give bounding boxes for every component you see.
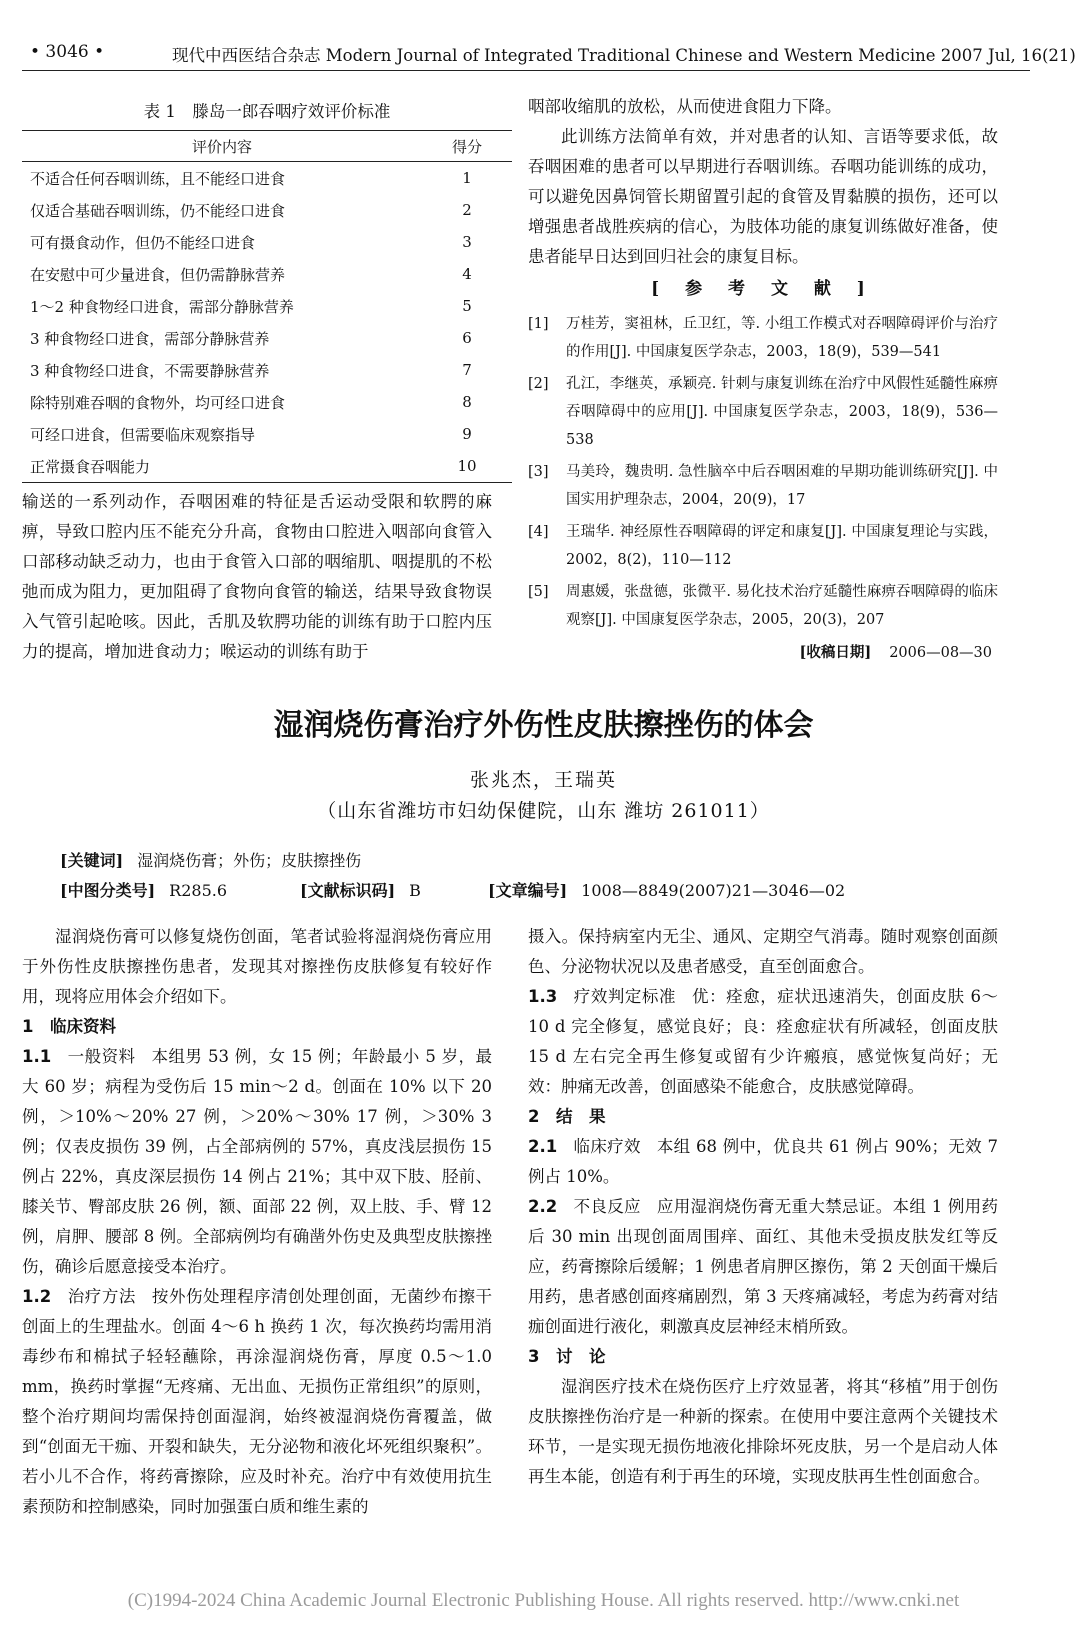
table-row <box>22 386 512 418</box>
reference-item <box>528 310 998 366</box>
table-cell-content: 在安慰中可少量进食，但仍需静脉营养 <box>30 265 286 284</box>
reference-number: [5] <box>528 584 549 600</box>
reference-text: 王瑞华. 神经原性吞咽障碍的评定和康复[J]. 中国康复理论与实践，2002，8(2)，110—112 <box>566 524 998 568</box>
running-header <box>22 40 1076 71</box>
table-cell-score: 5 <box>462 297 472 315</box>
received-date: [收稿日期] 2006—08—30 <box>799 644 992 661</box>
page-number: • 3046 • <box>30 42 105 62</box>
table-header-score: 得分 <box>422 131 512 162</box>
table-cell-score: 10 <box>422 450 512 483</box>
table-cell-content: 正常摄食吞咽能力 <box>22 450 422 483</box>
copyright-watermark: (C)1994-2024 China Academic Journal Electronic Publishing House. All rights reserved. http://www.cnki.net <box>127 1590 960 1611</box>
table-cell-content: 3 种食物经口进食，需部分静脉营养 <box>30 329 270 348</box>
table-cell-content: 不适合任何吞咽训练，且不能经口进食 <box>30 169 286 188</box>
section-3-title: 3 讨 论 <box>528 1347 606 1366</box>
table-cell-score: 7 <box>462 361 472 379</box>
prev-article-paragraph-cont: 咽部收缩肌的放松，从而使进食阻力下降。 <box>528 97 842 116</box>
evaluation-table <box>22 130 512 483</box>
section-1-3: 1.3 疗效判定标准 优：痊愈，症状迅速消失，创面皮肤 6～10 d 完全修复，感觉良好；良：痊愈症状有所减轻，创面皮肤 15 d 左右完全再生修复或留有少许瘢痕，感觉恢复尚好；无效：肿痛无改善，创面感染不能愈合，皮肤感觉障碍。 <box>528 987 999 1096</box>
table-row <box>22 226 512 258</box>
section-2-title: 2 结 果 <box>528 1107 606 1126</box>
article-right-column <box>528 922 998 1492</box>
clc-number: [中图分类号] R285.6 <box>60 881 228 900</box>
prev-article-paragraph: 此训练方法简单有效，并对患者的认知、言语等要求低，故吞咽困难的患者可以早期进行吞咽训练。吞咽功能训练的成功，可以避免因鼻饲管长期留置引起的食管及胃黏膜的损伤，还可以增强患者战胜疾病的信心，为肢体功能的康复训练做好准备，使患者能早日达到回归社会的康复目标。 <box>528 127 998 266</box>
reference-text: 马美玲，魏贵明. 急性脑卒中后吞咽困难的早期功能训练研究[J]. 中国实用护理杂志，2004，20(9)，17 <box>566 464 998 508</box>
reference-number: [3] <box>528 464 549 480</box>
article-authors: 张兆杰，王瑞英 <box>469 769 617 791</box>
table-row <box>22 322 512 354</box>
table-row <box>22 194 512 226</box>
table-cell-score: 6 <box>462 329 472 347</box>
table-cell-score: 4 <box>462 265 472 283</box>
table-cell-score: 8 <box>462 393 472 411</box>
section-2-1: 2.1 临床疗效 本组 68 例中，优良共 61 例占 90%；无效 7 例占 10%。 <box>528 1137 998 1186</box>
article-title: 湿润烧伤膏治疗外伤性皮肤擦挫伤的体会 <box>273 708 814 743</box>
prev-article-left-column <box>22 487 492 667</box>
references-title: [ 参 考 文 献 ] <box>651 279 875 299</box>
table-cell-content: 3 种食物经口进食，不需要静脉营养 <box>30 361 270 380</box>
table-header-content: 评价内容 <box>22 131 422 162</box>
intro-paragraph: 湿润烧伤膏可以修复烧伤创面，笔者试验将湿润烧伤膏应用于外伤性皮肤擦挫伤患者，发现其对擦挫伤皮肤修复有较好作用，现将应用体会介绍如下。 <box>22 927 492 1006</box>
journal-title: 现代中西医结合杂志 Modern Journal of Integrated Traditional Chinese and Western Medicine 2007 Jul, 16(21) <box>172 46 1076 65</box>
prev-article-right-column <box>528 92 998 668</box>
keywords-line: [关键词] 湿润烧伤膏；外伤；皮肤擦挫伤 <box>60 851 362 870</box>
reference-text: 万桂芳，窦祖林，丘卫红，等. 小组工作模式对吞咽障碍评价与治疗的作用[J]. 中国康复医学杂志，2003，18(9)，539—541 <box>566 316 998 360</box>
table-cell-content: 除特别难吞咽的食物外，均可经口进食 <box>30 393 286 412</box>
article-affiliation: （山东省潍坊市妇幼保健院，山东 潍坊 261011） <box>317 800 770 822</box>
reference-item <box>528 518 998 574</box>
reference-number: [2] <box>528 376 549 392</box>
table-row <box>22 290 512 322</box>
paragraph-continuation: 摄入。保持病室内无尘、通风、定期空气消毒。随时观察创面颜色、分泌物状况以及患者感受，直至创面愈合。 <box>528 927 998 976</box>
section-1-1: 1.1 一般资料 本组男 53 例，女 15 例；年龄最小 5 岁，最大 60 岁；病程为受伤后 15 min～2 d。创面在 10% 以下 20 例，＞10%～20% 27 例，＞20%～30% 17 例，＞30% 3 例；仅表皮损伤 39 例，占全部病例的 57%，真皮浅层损伤 15 例占 22%，真皮深层损伤 14 例占 21%；其中双下肢、胫前、膝关节、臀部皮肤 26 例，额、面部 22 例，双上肢、手、臂 12 例，肩胛、腰部 8 例。全部病例均有确凿外伤史及典型皮肤擦挫伤，确诊后愿意接受本治疗。 <box>22 1047 492 1276</box>
table-cell-content: 可经口进食，但需要临床观察指导 <box>30 425 256 444</box>
section-3-paragraph: 湿润医疗技术在烧伤医疗上疗效显著，将其“移植”用于创伤皮肤擦挫伤治疗是一种新的探索。在使用中要注意两个关键技术环节，一是实现无损伤地液化排除坏死皮肤，另一个是启动人体再生本能，创造有利于再生的环境，实现皮肤再生性创面愈合。 <box>528 1377 998 1486</box>
table-row <box>22 418 512 450</box>
reference-item <box>528 458 998 514</box>
table-cell-score: 3 <box>462 233 472 251</box>
article-number: [文章编号] 1008—8849(2007)21—3046—02 <box>488 881 846 900</box>
table-row <box>22 258 512 290</box>
reference-number: [4] <box>528 524 549 540</box>
section-1-title: 1 临床资料 <box>22 1017 116 1036</box>
reference-number: [1] <box>528 316 549 332</box>
article-left-column <box>22 922 492 1522</box>
table-row <box>22 162 512 195</box>
section-2-2: 2.2 不良反应 应用湿润烧伤膏无重大禁忌证。本组 1 例用药后 30 min 出现创面周围痒、面红、其他未受损皮肤发红等反应，药膏擦除后缓解；1 例患者肩胛区擦伤，第 2 天创面干燥后用药，患者感创面疼痛剧烈，第 3 天疼痛减轻，考虑为药膏对结痂创面进行液化，刺激真皮层神经末梢所致。 <box>528 1197 998 1336</box>
reference-text: 周惠媛，张盘德，张微平. 易化技术治疗延髓性麻痹吞咽障碍的临床观察[J]. 中国康复医学杂志，2005，20(3)，207 <box>566 584 998 628</box>
prev-article-paragraph: 输送的一系列动作，吞咽困难的特征是舌运动受限和软腭的麻痹，导致口腔内压不能充分升高，食物由口腔进入咽部向食管入口部移动缺乏动力，也由于食管入口部的咽缩肌、咽提肌的不松弛而成为阻力，更加阻碍了食物向食管的输送，结果导致食物误入气管引起呛咳。因此，舌肌及软腭功能的训练有助于口腔内压力的提高，增加进食动力；喉运动的训练有助于 <box>22 492 492 661</box>
table-cell-score: 9 <box>462 425 472 443</box>
reference-text: 孔江，李继英，承颖亮. 针刺与康复训练在治疗中风假性延髓性麻痹吞咽障碍中的应用[J]. 中国康复医学杂志，2003，18(9)，536—538 <box>566 376 998 448</box>
table-caption: 表 1 滕岛一郎吞咽疗效评价标准 <box>143 102 391 121</box>
table-row <box>22 450 512 483</box>
reference-list <box>528 310 998 634</box>
table-row <box>22 354 512 386</box>
table-cell-content: 仅适合基础吞咽训练，仍不能经口进食 <box>30 201 286 220</box>
table-cell-content: 1～2 种食物经口进食，需部分静脉营养 <box>30 297 294 316</box>
reference-item <box>528 578 998 634</box>
document-code: [文献标识码] B <box>300 881 421 900</box>
keywords: 湿润烧伤膏；外伤；皮肤擦挫伤 <box>137 851 362 870</box>
section-1-2: 1.2 治疗方法 按外伤处理程序清创处理创面，无菌纱布擦干创面上的生理盐水。创面 4～6 h 换药 1 次，每次换药均需用消毒纱布和棉拭子轻轻蘸除，再涂湿润烧伤膏，厚度 0.5～1.0 mm，换药时掌握“无疼痛、无出血、无损伤正常组织”的原则，整个治疗期间均需保持创面湿润，始终被湿润烧伤膏覆盖，做到“创面无干痂、开裂和缺失，无分泌物和液化坏死组织聚积”。若小儿不合作，将药膏擦除，应及时补充。治疗中有效使用抗生素预防和控制感染，同时加强蛋白质和维生素的 <box>22 1287 493 1516</box>
reference-item <box>528 370 998 454</box>
table-cell-content: 可有摄食动作，但仍不能经口进食 <box>30 233 256 252</box>
table-cell-score: 1 <box>462 169 472 187</box>
table-cell-score: 2 <box>462 201 472 219</box>
